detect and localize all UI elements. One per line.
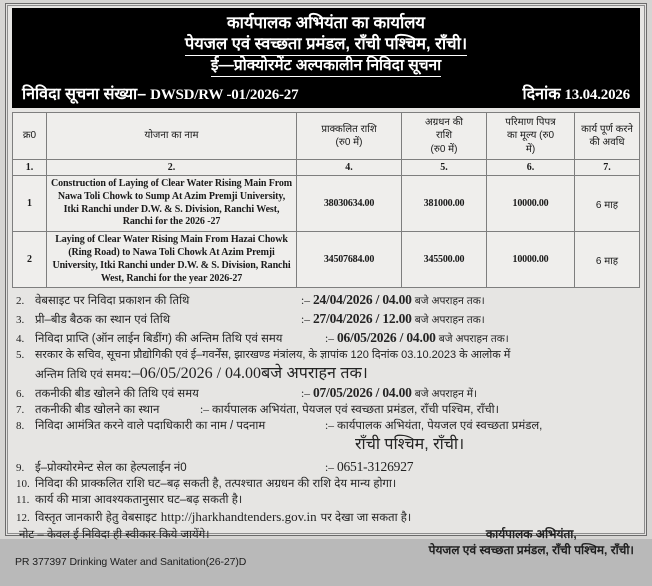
condition-label: तकनीकी बीड खोलने का स्थान bbox=[35, 404, 160, 417]
row-duration: 6 माह bbox=[575, 176, 640, 232]
condition-tail: बजे अपराहन तक। bbox=[261, 364, 368, 382]
tender-number-group bbox=[22, 82, 298, 104]
condition-separator: :– bbox=[325, 461, 334, 474]
column-header-earnest-money-line2: राशि bbox=[435, 130, 453, 142]
table-header-row bbox=[13, 113, 640, 160]
condition-label: ई–प्रोक्योरमेन्ट सेल का हेल्पलाईन नं0 bbox=[35, 461, 187, 474]
condition-separator: :– bbox=[127, 364, 140, 382]
row-duration: 6 माह bbox=[575, 232, 640, 288]
column-header-estimated-amount bbox=[297, 113, 402, 160]
condition-label: सरकार के सचिव, सूचना प्रौद्योगिकी एवं ई–गवर्नेंस, झारखण्ड मंत्रांलय, के ज्ञापांक 120 दिनांक 03.10.2023 के आलोक में bbox=[35, 349, 511, 362]
tender-number-label: निविदा सूचना संख्या– bbox=[22, 86, 147, 104]
notice-header bbox=[12, 8, 640, 108]
condition-label: निविदा आमंत्रित करने वाले पदाधिकारी का नाम / पदनाम bbox=[35, 420, 266, 433]
condition-item-6 bbox=[16, 384, 638, 402]
condition-item-10 bbox=[16, 477, 638, 492]
signature-designation: कार्यपालक अभियंता, bbox=[485, 526, 577, 541]
notice-date-label: दिनांक bbox=[522, 86, 561, 104]
row-slno: 1 bbox=[13, 176, 47, 232]
column-number-5: 5. bbox=[402, 160, 487, 176]
column-header-scheme: योजना का नाम bbox=[47, 113, 297, 160]
condition-number: 2. bbox=[16, 295, 25, 308]
column-header-estimated-amount-line1: प्राक्कलित राशि bbox=[321, 123, 377, 135]
notice-type-title: ई—प्रोक्योरमेंट अल्पकालीन निविदा सूचना bbox=[20, 56, 632, 77]
condition-separator: :– bbox=[325, 333, 334, 346]
condition-number: 4. bbox=[16, 333, 25, 346]
conditions-list bbox=[12, 291, 640, 541]
condition-number: 7. bbox=[16, 404, 25, 417]
condition-item-9 bbox=[16, 458, 638, 476]
condition-label: निविदा की प्राक्कलित राशि घट–बढ़ सकती है, तत्पश्चात अग्रधन की राशि देय मान्य होगा। bbox=[35, 477, 397, 490]
row-slno: 2 bbox=[13, 232, 47, 288]
condition-label: निविदा प्राप्ति (ऑन लाईन बिडींग) की अन्तिम तिथि एवं समय bbox=[35, 333, 283, 346]
column-header-earnest-money-line1: अग्रधन की bbox=[424, 117, 464, 129]
row-scheme-name: Construction of Laying of Clear Water Rising Main From Nawa Toli Chowk to Sump At Azim Premji University, Itki Ranchi under D.W. & S. Division, Ranchi West, Ranchi for the 2026 -27 bbox=[47, 176, 297, 232]
condition-item-8 bbox=[16, 419, 638, 434]
notice-date-group bbox=[523, 82, 630, 104]
office-title: कार्यपालक अभियंता का कार्यालय bbox=[227, 14, 425, 32]
condition-item-3 bbox=[16, 310, 638, 328]
condition-number: 5. bbox=[16, 349, 25, 362]
table-column-number-row bbox=[13, 160, 640, 176]
condition-item-4 bbox=[16, 329, 638, 347]
condition-label: कार्य की मात्रा आवश्यकतानुसार घट–बढ़ सकती है। bbox=[35, 493, 243, 506]
condition-separator: :– bbox=[301, 295, 310, 308]
condition-label: तकनीकी बीड खोलने की तिथि एवं समय bbox=[35, 388, 199, 401]
condition-tail: बजे अपराहन तक। bbox=[414, 314, 485, 327]
tender-table bbox=[12, 112, 640, 288]
signature-division: पेयजल एवं स्वच्छता प्रमंडल, राँची पश्चिम, राँची। bbox=[428, 542, 634, 557]
column-header-estimated-amount-line2: (रु0 में) bbox=[335, 137, 363, 149]
column-number-1: 1. bbox=[13, 160, 47, 176]
column-header-document-cost bbox=[487, 113, 575, 160]
row-document-cost: 10000.00 bbox=[487, 176, 575, 232]
condition-separator: :– bbox=[200, 404, 209, 417]
row-document-cost: 10000.00 bbox=[487, 232, 575, 288]
condition-tail: बजे अपराहन तक। bbox=[414, 295, 485, 308]
condition-item-2 bbox=[16, 291, 638, 309]
condition-item-8-continuation bbox=[16, 435, 638, 456]
outer-border bbox=[5, 3, 647, 568]
condition-separator: :– bbox=[301, 388, 310, 401]
row-earnest-money: 381000.00 bbox=[402, 176, 487, 232]
condition-value: कार्यपालक अभियंता, पेयजल एवं स्वच्छता प्रमंडल, bbox=[336, 420, 543, 433]
column-number-7: 7. bbox=[575, 160, 640, 176]
tender-number-row bbox=[20, 82, 632, 104]
column-header-earnest-money-line3: (रु0 में) bbox=[430, 143, 458, 155]
division-title: पेयजल एवं स्वच्छता प्रमंडल, राँची पश्चिम, राँची। bbox=[20, 34, 632, 56]
condition-number: 8. bbox=[16, 420, 25, 433]
column-header-duration bbox=[575, 113, 640, 160]
row-earnest-money: 345500.00 bbox=[402, 232, 487, 288]
column-header-slno: क्र0 bbox=[13, 113, 47, 160]
condition-label-pre: विस्तृत जानकारी हेतु वेबसाइट bbox=[35, 511, 157, 524]
condition-number: 6. bbox=[16, 388, 25, 401]
column-header-duration-line1: कार्य पूर्ण करने bbox=[581, 123, 633, 135]
condition-number: 3. bbox=[16, 314, 25, 327]
table-row bbox=[13, 232, 640, 288]
condition-datetime: 06/05/2026 / 04.00 bbox=[336, 330, 436, 346]
condition-tail: बजे अपराहन में। bbox=[414, 388, 478, 401]
pr-code: PR 377397 Drinking Water and Sanitation(26-27)D bbox=[15, 555, 247, 568]
column-number-6: 6. bbox=[487, 160, 575, 176]
notice-date-value: 13.04.2026 bbox=[564, 87, 630, 104]
condition-datetime: 27/04/2026 / 12.00 bbox=[312, 311, 412, 327]
column-header-document-cost-line2: का मूल्य (रु0 bbox=[506, 130, 555, 142]
condition-separator: :– bbox=[325, 420, 334, 433]
condition-number: 12. bbox=[16, 511, 30, 524]
column-number-2: 2. bbox=[47, 160, 297, 176]
condition-tail: बजे अपराहन तक। bbox=[438, 333, 509, 346]
column-header-earnest-money bbox=[402, 113, 487, 160]
condition-value-2: राँची पश्चिम, राँची। bbox=[355, 436, 465, 454]
tender-number-value: DWSD/RW -01/2026-27 bbox=[150, 87, 299, 104]
row-estimated-amount: 34507684.00 bbox=[297, 232, 402, 288]
condition-label: प्री–बीड बैठक का स्थान एवं तिथि bbox=[35, 314, 171, 327]
row-scheme-name: Laying of Clear Water Rising Main From Hazai Chowk (Ring Road) to Nawa Toli Chowk At Azim Premji University, Itki Ranchi under D.W. & S. Division, Ranchi West, Ranchi for the year 2026-27 bbox=[47, 232, 297, 288]
column-header-document-cost-line1: परिमाण पिपत्र bbox=[505, 117, 556, 129]
condition-item-12 bbox=[16, 509, 638, 526]
condition-label: वेबसाइट पर निविदा प्रकाशन की तिथि bbox=[35, 295, 190, 308]
condition-datetime: 06/05/2026 / 04.00 bbox=[139, 364, 262, 382]
condition-item-11 bbox=[16, 493, 638, 508]
helpline-number: 0651-3126927 bbox=[336, 458, 414, 474]
row-estimated-amount: 38030634.00 bbox=[297, 176, 402, 232]
column-header-duration-line2: की अवधि bbox=[589, 137, 625, 149]
condition-number: 9. bbox=[16, 461, 25, 474]
condition-item-7 bbox=[16, 403, 638, 418]
condition-datetime: 07/05/2026 / 04.00 bbox=[312, 385, 412, 401]
tender-website-url[interactable]: http://jharkhandtenders.gov.in bbox=[160, 508, 317, 524]
note-text: नोट – केवल ई निविदा ही स्वीकार किये जायेंगे। bbox=[19, 528, 210, 541]
condition-item-5-continuation bbox=[16, 364, 638, 385]
condition-datetime: 24/04/2026 / 04.00 bbox=[312, 292, 412, 308]
column-number-4: 4. bbox=[297, 160, 402, 176]
condition-value: कार्यपालक अभियंता, पेयजल एवं स्वच्छता प्रमंडल, राँची पश्चिम, राँची। bbox=[211, 404, 499, 417]
condition-separator: :– bbox=[301, 314, 310, 327]
inner-border bbox=[7, 5, 645, 568]
condition-label-post: पर देखा जा सकता है। bbox=[320, 511, 412, 524]
column-header-document-cost-line3: में) bbox=[525, 143, 536, 155]
signature-block bbox=[429, 526, 634, 558]
condition-label-2: अन्तिम तिथि एवं समय bbox=[35, 368, 128, 381]
condition-item-5 bbox=[16, 348, 638, 362]
table-row bbox=[13, 176, 640, 232]
condition-number: 11. bbox=[16, 493, 30, 506]
condition-number: 10. bbox=[16, 477, 30, 490]
